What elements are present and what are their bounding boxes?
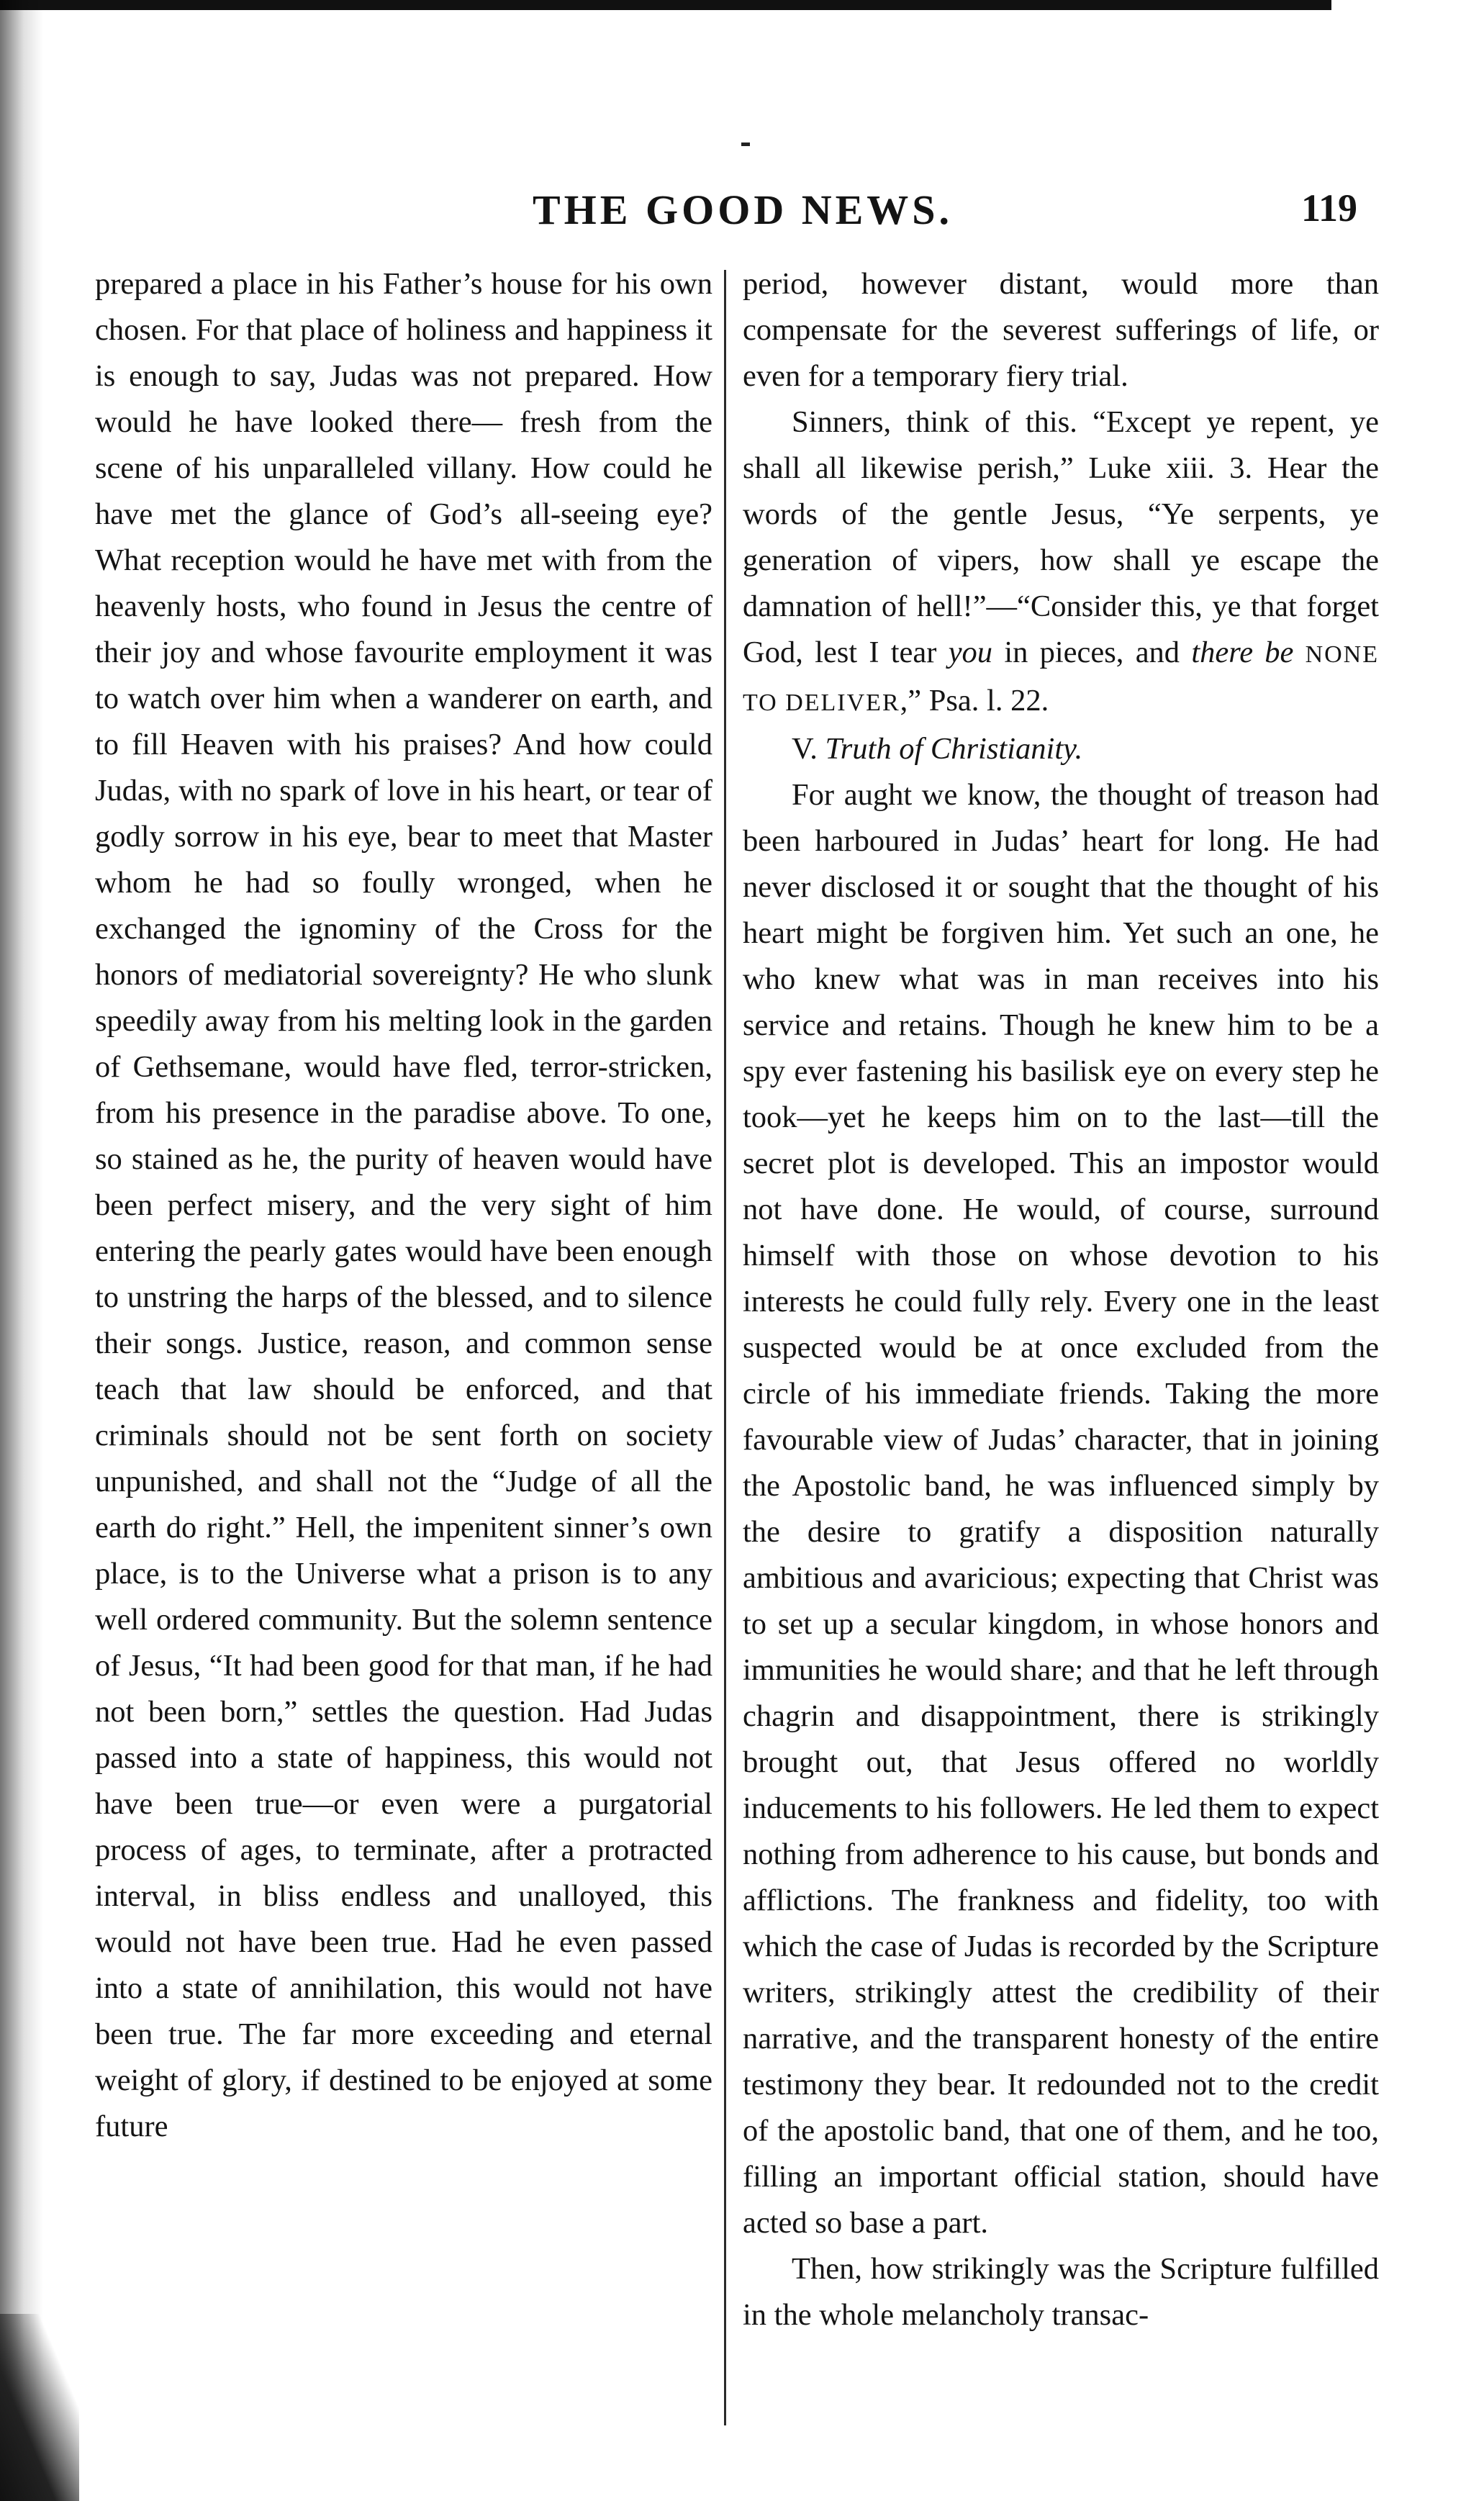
left-paragraph-1: prepared a place in his Father’s house for his own chosen. For that place of holiness and happiness it is enough to say, Judas was not prepared. How would he have looked there— fresh from the scene of his unparalleled villany. How could he have met the glance of God’s all-seeing eye? What reception would he have met with from the heavenly hosts, who found in Jesus the centre of their joy and whose favourite employment it was to watch over him when a wanderer on earth, and to fill Heaven with his praises? And how could Judas, with no spark of love in his heart, or tear of godly sorrow in his eye, bear to meet that Master whom he had so foully wronged, when he exchanged the ignominy of the Cross for the honors of mediatorial sovereignty? He who slunk speedily away from his melting look in the garden of Gethsemane, would have fled, terror-stricken, from his presence in the paradise above. To one, so stained as he, the purity of heaven would have been perfect misery, and the very sight of him entering the pearly gates would have been enough to unstring the harps of the blessed, and to silence their songs. Justice, reason, and common sense teach that law should be enforced, and that criminals should not be sent forth on society unpunished, and shall not the “Judge of all the earth do right.” Hell, the impenitent sinner’s own place, is to the Universe what a prison is to any well ordered community. But the solemn sentence of Jesus, “It had been good for that man, if he had not been born,” settles the question. Had Judas passed into a state of happiness, this would not have been true—or even were a purgatorial process of ages, to terminate, after a protracted interval, in bliss endless and unalloyed, this would not have been true. Had he even passed into a state of annihilation, this would not have been true. The far more exceeding and eternal weight of glory, if destined to be enjoyed at some future	[95, 267, 712, 2143]
emphasis-there-be: there be	[1191, 636, 1294, 669]
page-header	[0, 180, 1484, 238]
right-paragraph-1: period, however distant, would more than compensate for the severest sufferings of life, or even for a temporary fiery trial.	[743, 267, 1379, 393]
page-top-mark	[741, 143, 750, 146]
column-divider	[724, 270, 726, 2425]
right-paragraph-4: Then, how strikingly was the Scripture fulfilled in the whole melancholy transac-	[743, 2252, 1379, 2332]
book-spine-corner	[0, 2314, 79, 2501]
page-number: 119	[1301, 186, 1358, 230]
book-spine-shadow	[0, 0, 43, 2501]
scripture-reference: ,” Psa. l. 22.	[900, 684, 1049, 718]
left-column	[95, 261, 712, 2150]
paragraph-2-text: Sinners, think of this. “Except ye repent, ye shall all likewise perish,” Luke xiii. 3. Hear the words of the gentle Jesus, “Ye serpents, ye generation of vipers, how shall ye escape the damnation of hell!”—“Consider this, ye that forget God, lest I tear	[743, 405, 1379, 669]
section-number: V.	[792, 732, 818, 766]
top-border-rule	[0, 0, 1331, 10]
emphasis-you: you	[948, 636, 993, 669]
running-title: THE GOOD NEWS.	[533, 186, 954, 233]
section-title: Truth of Christianity.	[825, 732, 1083, 766]
right-column	[743, 261, 1379, 2338]
right-paragraph-3: For aught we know, the thought of treason had been harboured in Judas’ heart for long. He had never disclosed it or sought that the thought of his heart might be forgiven him. Yet such an one, he who knew what was in man receives into his service and retains. Though he knew him to be a spy ever fastening his basilisk eye on every step he took—yet he keeps him on to the last—till the secret plot is developed. This an impostor would not have done. He would, of course, surround himself with those on whose devotion to his interests he could fully rely. Every one in the least suspected would be at once excluded from the circle of his immediate friends. Taking the more favourable view of Judas’ character, that in joining the Apostolic band, he was influenced simply by the desire to gratify a disposition naturally ambitious and avaricious; expecting that Christ was to set up a secular kingdom, in whose honors and immunities he would share; and that he left through chagrin and disappointment, there is strikingly brought out, that Jesus offered no worldly inducements to his followers. He led them to expect nothing from adherence to his cause, but bonds and afflictions. The frankness and fidelity, too with which the case of Judas is recorded by the Scripture writers, strikingly attest the credibility of their narrative, and the transparent honesty of the entire testimony they bear. It redounded not to the credit of the apostolic band, that one of them, and he too, filling an important official station, should have acted so base a part.	[743, 778, 1380, 2240]
paragraph-2-mid: in pieces, and	[992, 636, 1192, 669]
small-caps-none-to-deliver: NONE TO DELIVER	[743, 641, 1379, 716]
section-heading	[743, 726, 1379, 772]
right-paragraph-2	[743, 399, 1379, 726]
